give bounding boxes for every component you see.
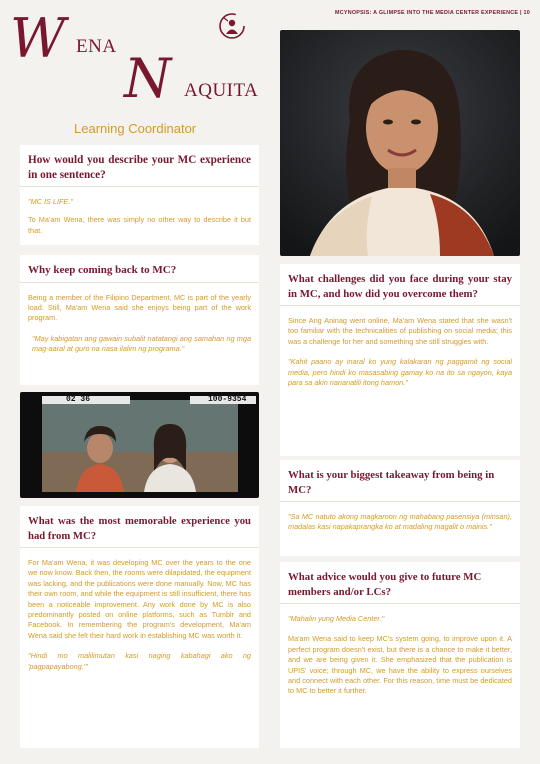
question-challenges: What challenges did you face during your stay in MC, and how did you overcome them? [288, 273, 512, 300]
video-overlay-left: 02 36 [66, 395, 91, 404]
name-last-initial: N [124, 47, 172, 110]
name-first-initial: W [10, 7, 66, 70]
body-coming-back: Being a member of the Filipino Department, MC is part of the yearly load. Still, Ma'am Wena said she enjoys being part of the work program. [28, 292, 251, 323]
quote-takeaway: "Sa MC natuto akong magkaroon ng mahabang pasensiya (minsan), madalas kasi napakaprangka ko at madaling magalit o mainis." [288, 512, 512, 532]
body-advice: Ma'am Wena said to keep MC's system going, to improve upon it. A perfect program doesn't exist, but there is a chance to make it better, and we are being given it. She emphasized that the publication is UPIS' voice; through MC, we have the ability to express ourselves and connect with each other. For this reason, time must be dedicated to MC to better it further. [288, 634, 512, 696]
section-takeaway [280, 460, 520, 556]
quote-challenges: "Kahit paano ay inaral ko yung kalakaran ng paggamit ng social media, pero hindi ko masasabing gamay ko na ito sa ngayon, kaya para sa akin nananatili itong hamon." [288, 357, 512, 388]
section-challenges [280, 264, 520, 456]
question-describe: How would you describe your MC experience in one sentence? [28, 154, 251, 181]
body-describe: To Ma'am Wena, there was simply no other way to describe it but that. [28, 215, 251, 235]
section-advice [280, 562, 520, 748]
question-memorable: What was the most memorable experience you had from MC? [28, 515, 251, 542]
body-memorable: For Ma'am Wena, it was developing MC over the years to the one we now know. Back then, the rooms were dilapidated, the equipment was lacking, and the publications were done manually. Now, MC has their own room, and while the equipment is still insufficient, there has been a noticeable improvement. Any work done by MC is also predominantly posted on online platforms, such as Tumblr and Facebook. In remembering the program's development, Ma'am Wena said she felt their hard work in establishing MC was worth it. [28, 558, 251, 640]
body-challenges: Since Ang Aninag went online, Ma'am Wena stated that she wasn't too familiar with the technicalities of publishing on social media; this was a challenge for her and something she still struggles with. [288, 316, 512, 346]
running-header: MCYNOPSIS: A GLIMPSE INTO THE MEDIA CENTER EXPERIENCE | 10 [334, 10, 530, 16]
video-call-photo [20, 392, 259, 498]
portrait-photo [280, 30, 520, 256]
question-coming-back: Why keep coming back to MC? [28, 264, 177, 276]
name-last-rest: AQUITA [184, 80, 259, 101]
section-coming-back [20, 255, 259, 385]
section-memorable [20, 506, 259, 748]
emblem-icon [218, 12, 246, 40]
section-describe [20, 145, 259, 245]
role-title: Learning Coordinator [74, 121, 197, 136]
quote-describe: "MC IS LIFE." [28, 197, 73, 206]
quote-advice: "Mahalin yung Media Center." [288, 614, 385, 623]
name-first-rest: ENA [76, 36, 117, 57]
question-takeaway: What is your biggest takeaway from being in MC? [288, 469, 495, 496]
question-advice: What advice would you give to future MC members and/or LCs? [288, 571, 482, 598]
quote-memorable: "Hindi mo malilimutan kasi naging kabahagi ako ng 'pagpapayabong.'" [28, 651, 251, 671]
quote-coming-back: "May kabigatan ang gawain subalit natatangi ang samahan ng mga mag-aaral at guro na nasa ilalim ng programa." [32, 333, 251, 354]
video-overlay-right: 100-9354 [208, 395, 247, 404]
